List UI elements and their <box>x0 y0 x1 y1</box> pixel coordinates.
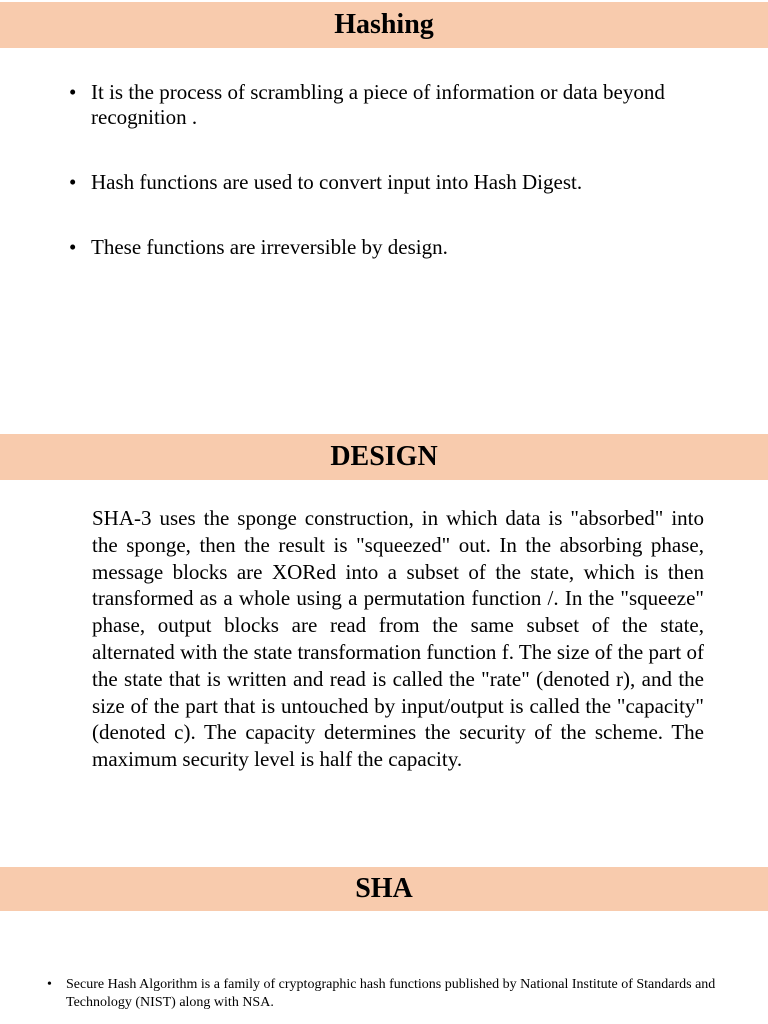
hashing-bullet-list <box>69 80 669 260</box>
design-paragraph: SHA-3 uses the sponge construction, in which data is "absorbed" into the sponge, then the result is "squeezed" out. In the absorbing phase, message blocks are XORed into a subset of the state, which is then transformed as a whole using a permutation function /. In the "squeeze" phase, output blocks are read from the same subset of the state, alternated with the state transformation function f. The size of the part of the state that is written and read is called the "rate" (denoted r), and the size of the part that is untouched by input/output is called the "capacity" (denoted c). The capacity determines the security of the scheme. The maximum security level is half the capacity. <box>92 506 704 772</box>
design-header <box>0 434 768 480</box>
hashing-title: Hashing <box>334 9 434 40</box>
sha-bullet-item: • Secure Hash Algorithm is a family of cryptographic hash functions published by National Institute of Standards and Technology (NIST) along with NSA. <box>47 976 727 1012</box>
hashing-header <box>0 2 768 48</box>
hashing-bullet-item: • These functions are irreversible by design. <box>69 235 669 260</box>
sha-title: SHA <box>355 873 413 904</box>
hashing-bullet-item: • It is the process of scrambling a piece of information or data beyond recognition . <box>69 80 669 130</box>
sha-header <box>0 867 768 911</box>
sha-bullet-list <box>47 976 727 1012</box>
hashing-bullet-item: • Hash functions are used to convert input into Hash Digest. <box>69 170 669 195</box>
design-title: DESIGN <box>330 441 438 472</box>
